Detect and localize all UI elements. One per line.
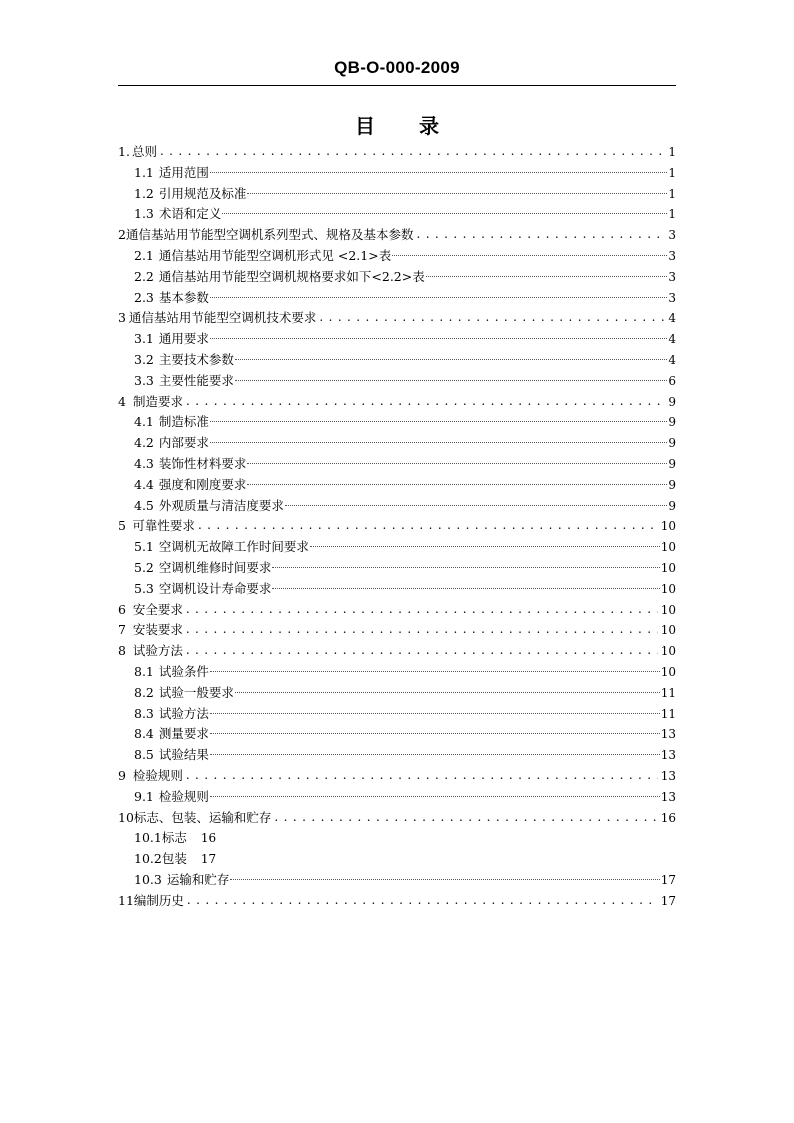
dot-leader: [272, 566, 659, 568]
toc-entry-number: 5: [118, 518, 126, 534]
toc-entry-title: 总则: [131, 144, 157, 159]
toc-entry[interactable]: [118, 683, 676, 704]
toc-entry-page: 13: [660, 768, 676, 783]
dot-leader: [235, 358, 667, 360]
dot-leader: [247, 192, 667, 194]
dot-leader: [160, 143, 665, 158]
toc-entry-page: 16: [660, 810, 676, 825]
toc-entry[interactable]: [118, 288, 676, 309]
toc-entry-page: 16: [200, 831, 217, 846]
dot-leader: [187, 892, 658, 907]
toc-entry-title: 标志、包装、运输和贮存: [133, 809, 272, 825]
toc-entry-number: 5.2: [134, 559, 154, 575]
dot-leader: [247, 483, 667, 485]
dot-leader: [222, 212, 667, 214]
toc-entry[interactable]: [118, 787, 676, 808]
toc-entry-number: 5.3: [134, 580, 154, 596]
toc-title-char-2: 录: [419, 114, 439, 138]
toc-entry-title: 试验方法: [158, 705, 209, 721]
toc-entry-number: 1.: [118, 144, 130, 159]
toc-entry-title: 包装: [161, 851, 187, 867]
toc-entry-number: 4.1: [134, 414, 154, 430]
toc-entry-page: 1: [668, 145, 676, 159]
toc-entry-page: 9: [668, 498, 676, 513]
toc-entry-number: 1.3: [134, 206, 154, 222]
toc-entry-title: 通信基站用节能型空调机技术要求: [128, 310, 317, 326]
toc-entry[interactable]: [118, 579, 676, 600]
toc-entry[interactable]: [118, 412, 676, 433]
toc-title: [118, 110, 676, 139]
toc-entry-page: 1: [668, 186, 676, 201]
toc-entry-title: 试验方法: [132, 643, 183, 659]
toc-entry-number: 5.1: [134, 539, 154, 555]
toc-entry-title: 可靠性要求: [132, 518, 195, 534]
toc-entry-page: 10: [660, 581, 676, 596]
toc-entry-number: 4.3: [134, 455, 154, 471]
toc-entry-number: 8: [118, 643, 126, 659]
toc-entry-title: 标志: [161, 830, 187, 846]
toc-entry-number: 3.3: [134, 372, 154, 388]
toc-entry[interactable]: [118, 163, 676, 184]
toc-entry-title: 制造标准: [158, 414, 209, 430]
toc-entry-page: 3: [668, 290, 676, 305]
toc-entry[interactable]: [118, 766, 676, 787]
toc-entry-title: 试验条件: [158, 663, 209, 679]
toc-entry-number: 10.2: [134, 851, 162, 867]
dot-leader: [210, 732, 660, 734]
dot-leader: [319, 309, 665, 324]
dot-leader: [426, 275, 667, 277]
toc-entry-number: 8.5: [134, 747, 154, 763]
toc-entry-number: 8.2: [134, 684, 154, 700]
toc-entry[interactable]: [118, 558, 676, 579]
toc-entry[interactable]: [118, 454, 676, 475]
toc-entry-page: 10: [660, 623, 676, 638]
toc-entry-number: 10: [118, 809, 134, 825]
toc-entry-number: 4: [118, 393, 126, 409]
toc-entry[interactable]: [118, 662, 676, 683]
toc-entry[interactable]: [118, 142, 676, 163]
dot-leader: [186, 642, 658, 657]
toc-entry-number: 11: [118, 892, 134, 908]
toc-entry-page: 13: [660, 748, 676, 763]
toc-entry-title: 强度和刚度要求: [158, 476, 247, 492]
toc-entry-page: 3: [668, 269, 676, 284]
dot-leader: [310, 545, 660, 547]
toc-entry-page: 3: [668, 228, 676, 243]
toc-entry-number: 2.1: [134, 247, 154, 263]
dot-leader: [235, 379, 667, 381]
toc-entry-number: 9.1: [134, 788, 154, 804]
toc-entry[interactable]: [118, 308, 676, 329]
dot-leader: [274, 809, 657, 824]
toc-entry-page: 10: [660, 540, 676, 555]
toc-entry-title: 安全要求: [132, 601, 183, 617]
dot-leader: [210, 753, 660, 755]
toc-entry-title: 装饰性材料要求: [158, 455, 247, 471]
toc-entry-page: 6: [668, 373, 676, 388]
toc-entry-title: 适用范围: [158, 164, 209, 180]
toc-entry-page: 4: [668, 332, 676, 347]
toc-entry[interactable]: [118, 225, 676, 246]
toc-entry[interactable]: [118, 246, 676, 267]
toc-entry[interactable]: [118, 204, 676, 225]
toc-entry[interactable]: [118, 704, 676, 725]
toc-entry-page: 9: [668, 394, 676, 409]
toc-entry-title: 安装要求: [132, 622, 183, 638]
toc-entry-number: 4.2: [134, 435, 154, 451]
toc-entry-title: 通信基站用节能型空调机系列型式、规格及基本参数: [125, 227, 414, 243]
toc-entry-title: 引用规范及标准: [158, 185, 247, 201]
toc-entry-page: 1: [668, 165, 676, 180]
toc-entry-title: 通信基站用节能型空调机规格要求如下<2.2>表: [158, 268, 425, 284]
toc-entry-number: 3: [118, 310, 126, 326]
header-divider: [118, 85, 676, 86]
toc-entry[interactable]: [118, 350, 676, 371]
toc-entry-page: 13: [660, 727, 676, 742]
toc-entry[interactable]: [118, 745, 676, 766]
toc-entry-title: 通信基站用节能型空调机形式见 <2.1>表: [158, 247, 392, 263]
toc-entry-page: 11: [660, 685, 676, 700]
dot-leader: [210, 337, 667, 339]
toc-entry-title: 主要技术参数: [158, 351, 234, 367]
toc-entry-page: 17: [660, 872, 676, 887]
toc-entry-title: 检验规则: [132, 767, 183, 783]
toc-entry-title: 主要性能要求: [158, 372, 234, 388]
toc-entry-number: 1.1: [134, 164, 154, 180]
dot-leader: [235, 691, 660, 693]
toc-entry[interactable]: [118, 496, 676, 517]
toc-entry[interactable]: [118, 870, 676, 891]
dot-leader: [210, 441, 667, 443]
dot-leader: [392, 254, 667, 256]
toc-entry[interactable]: [118, 641, 676, 662]
toc-entry[interactable]: [118, 267, 676, 288]
toc-entry-title: 空调机维修时间要求: [158, 559, 272, 575]
dot-leader: [210, 670, 660, 672]
dot-leader: [186, 767, 658, 782]
toc-entry-title: 检验规则: [158, 788, 209, 804]
toc-entry-number: 8.1: [134, 663, 154, 679]
toc-entry-title: 运输和贮存: [166, 871, 230, 887]
toc-entry-title: 通用要求: [158, 331, 209, 347]
toc-entry[interactable]: [118, 891, 676, 912]
dot-leader: [210, 795, 660, 797]
dot-leader: [186, 601, 658, 616]
toc-entry-page: 13: [660, 789, 676, 804]
toc-entry-title: 内部要求: [158, 435, 209, 451]
toc-entry-number: 10.1: [134, 830, 162, 846]
dot-leader: [272, 587, 659, 589]
dot-leader: [285, 504, 667, 506]
dot-leader: [210, 171, 667, 173]
dot-leader: [210, 420, 667, 422]
toc-entry-number: 2.3: [134, 289, 154, 305]
toc-entry-number: 10.3: [134, 871, 162, 887]
toc-entry-number: 8.4: [134, 726, 154, 742]
toc-entry-number: 7: [118, 622, 126, 638]
toc-entry-number: 4.4: [134, 476, 154, 492]
toc-entry-title: 空调机无故障工作时间要求: [158, 539, 309, 555]
toc-entry[interactable]: [118, 329, 676, 350]
dot-leader: [198, 517, 658, 532]
toc-entry[interactable]: [118, 371, 676, 392]
toc-entry-number: 6: [118, 601, 126, 617]
toc-entry-title: 编制历史: [133, 892, 184, 908]
toc-entry-title: 空调机设计寿命要求: [158, 580, 272, 596]
toc-entry-number: 9: [118, 767, 126, 783]
toc-entry-page: 4: [668, 352, 676, 367]
toc-entry-page: 9: [668, 456, 676, 471]
toc-entry-page: 9: [668, 415, 676, 430]
toc-entry-page: 10: [660, 644, 676, 659]
toc-entry-number: 1.2: [134, 185, 154, 201]
toc-entry[interactable]: [118, 392, 676, 413]
toc-entry-title: 试验结果: [158, 747, 209, 763]
dot-leader: [247, 462, 667, 464]
toc-entry-page: 10: [660, 664, 676, 679]
toc-entry-number: 3.1: [134, 331, 154, 347]
toc-entry-page: 3: [668, 248, 676, 263]
toc-entry-title: 外观质量与清洁度要求: [158, 497, 284, 513]
toc-entry-title: 术语和定义: [158, 206, 222, 222]
toc-entry-number: 8.3: [134, 705, 154, 721]
toc-entry-page: 10: [660, 519, 676, 534]
toc-entry-page: 9: [668, 436, 676, 451]
toc-entry-title: 测量要求: [158, 726, 209, 742]
toc-entry[interactable]: [118, 808, 676, 829]
toc-entry-page: 10: [660, 602, 676, 617]
toc-entry[interactable]: [118, 620, 676, 641]
toc-entry-title: 基本参数: [158, 289, 209, 305]
dot-leader: [416, 226, 665, 241]
toc-entry[interactable]: [118, 433, 676, 454]
toc-entry[interactable]: [118, 537, 676, 558]
toc-entry-page: 9: [668, 477, 676, 492]
toc-entry[interactable]: [118, 516, 676, 537]
dot-leader: [186, 393, 665, 408]
toc-entry[interactable]: [118, 600, 676, 621]
table-of-contents: [118, 142, 676, 911]
toc-entry[interactable]: [118, 184, 676, 205]
toc-entry-page: 17: [660, 893, 676, 908]
dot-leader: [186, 621, 658, 636]
toc-entry-number: 3.2: [134, 351, 154, 367]
toc-entry-page: 17: [200, 852, 217, 867]
toc-entry[interactable]: [118, 724, 676, 745]
toc-entry[interactable]: [118, 475, 676, 496]
dot-leader: [210, 296, 667, 298]
toc-entry-page: 11: [660, 706, 676, 721]
toc-entry-number: 4.5: [134, 497, 154, 513]
dot-leader: [210, 712, 660, 714]
toc-entry-title: 制造要求: [133, 393, 184, 409]
toc-entry-number: 2: [118, 227, 126, 243]
toc-title-char-1: 目: [355, 114, 375, 138]
toc-entry[interactable]: [118, 849, 676, 870]
toc-entry[interactable]: [118, 828, 676, 849]
toc-entry-page: 10: [660, 560, 676, 575]
document-code-header: QB-O-000-2009: [334, 58, 460, 77]
toc-entry-number: 2.2: [134, 268, 154, 284]
toc-entry-page: 4: [668, 311, 676, 326]
toc-entry-title: 试验一般要求: [158, 684, 234, 700]
toc-entry-page: 1: [668, 207, 676, 222]
dot-leader: [230, 878, 659, 880]
